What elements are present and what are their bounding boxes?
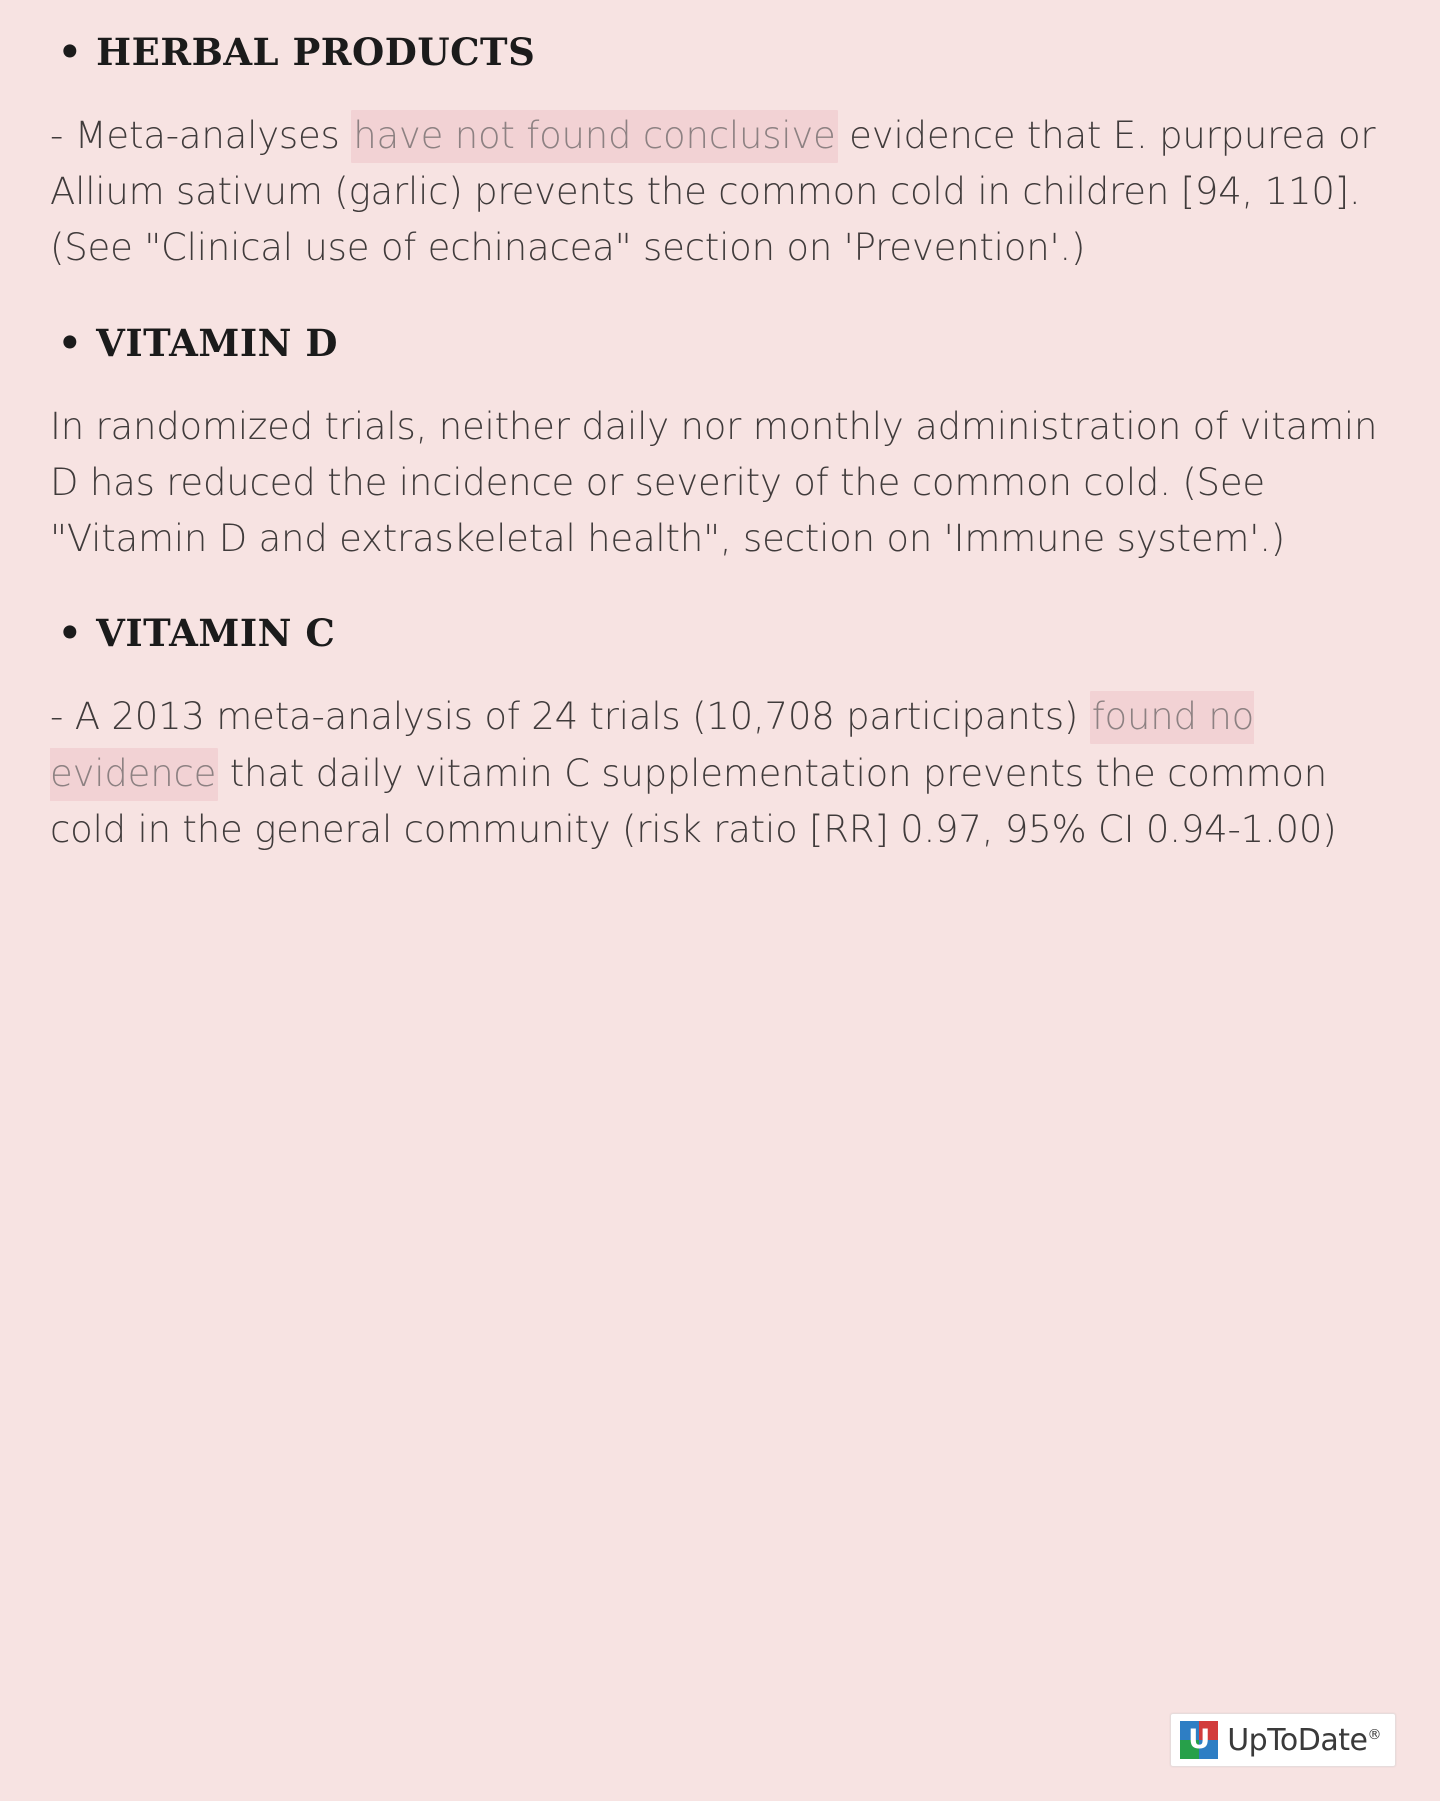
logo-wordmark: UpToDate [1227,1722,1368,1758]
section-heading-vitamin-c [50,611,1380,655]
section-vitamin-c [50,611,1380,858]
paragraph-text-pre: - Meta-analyses [50,114,352,157]
section-herbal-products [50,30,1380,277]
registered-mark: ® [1367,1726,1381,1743]
paragraph-text-pre: - A 2013 meta-analysis of 24 trials (10,708 participants) [50,695,1090,739]
highlighted-text: found no evidence [50,691,1254,800]
paragraph-text-post: evidence that E. purpurea or Allium sativum (garlic) prevents the common cold in children [94, 110]. (See "Clinical use of echinacea" section on 'Prevention'.) [50,114,1376,270]
bullet-glyph-icon: • [58,320,83,365]
logo-mark-letter: U [1188,1724,1211,1755]
uptodate-logo-text [1227,1723,1381,1758]
uptodate-logo [1170,1713,1396,1767]
paragraph-text-post: that daily vitamin C supplementation prevents the common cold in the general community (risk ratio [RR] 0.97, 95% CI 0.94-1.00) [50,751,1337,851]
uptodate-logo-icon [1180,1721,1218,1759]
paragraph-vitamin-d [50,399,1380,568]
heading-label: VITAMIN D [96,320,338,365]
section-heading-herbal-products [50,30,1380,74]
bullet-glyph-icon: • [58,30,83,74]
paragraph-herbal-products [50,108,1380,277]
section-vitamin-d [50,321,1380,568]
paragraph-text-pre: In randomized trials, neither daily nor monthly administration of vitamin D has reduced the incidence or severity of the common cold. (See "Vitamin D and extraskeletal health", section on 'Immune system'.) [50,404,1378,561]
heading-label: HERBAL PRODUCTS [96,30,536,74]
highlighted-text: have not found conclusive [351,110,837,163]
paragraph-vitamin-c [50,689,1380,858]
bullet-glyph-icon: • [58,611,83,656]
heading-label: VITAMIN C [96,611,336,656]
section-heading-vitamin-d [50,321,1380,365]
